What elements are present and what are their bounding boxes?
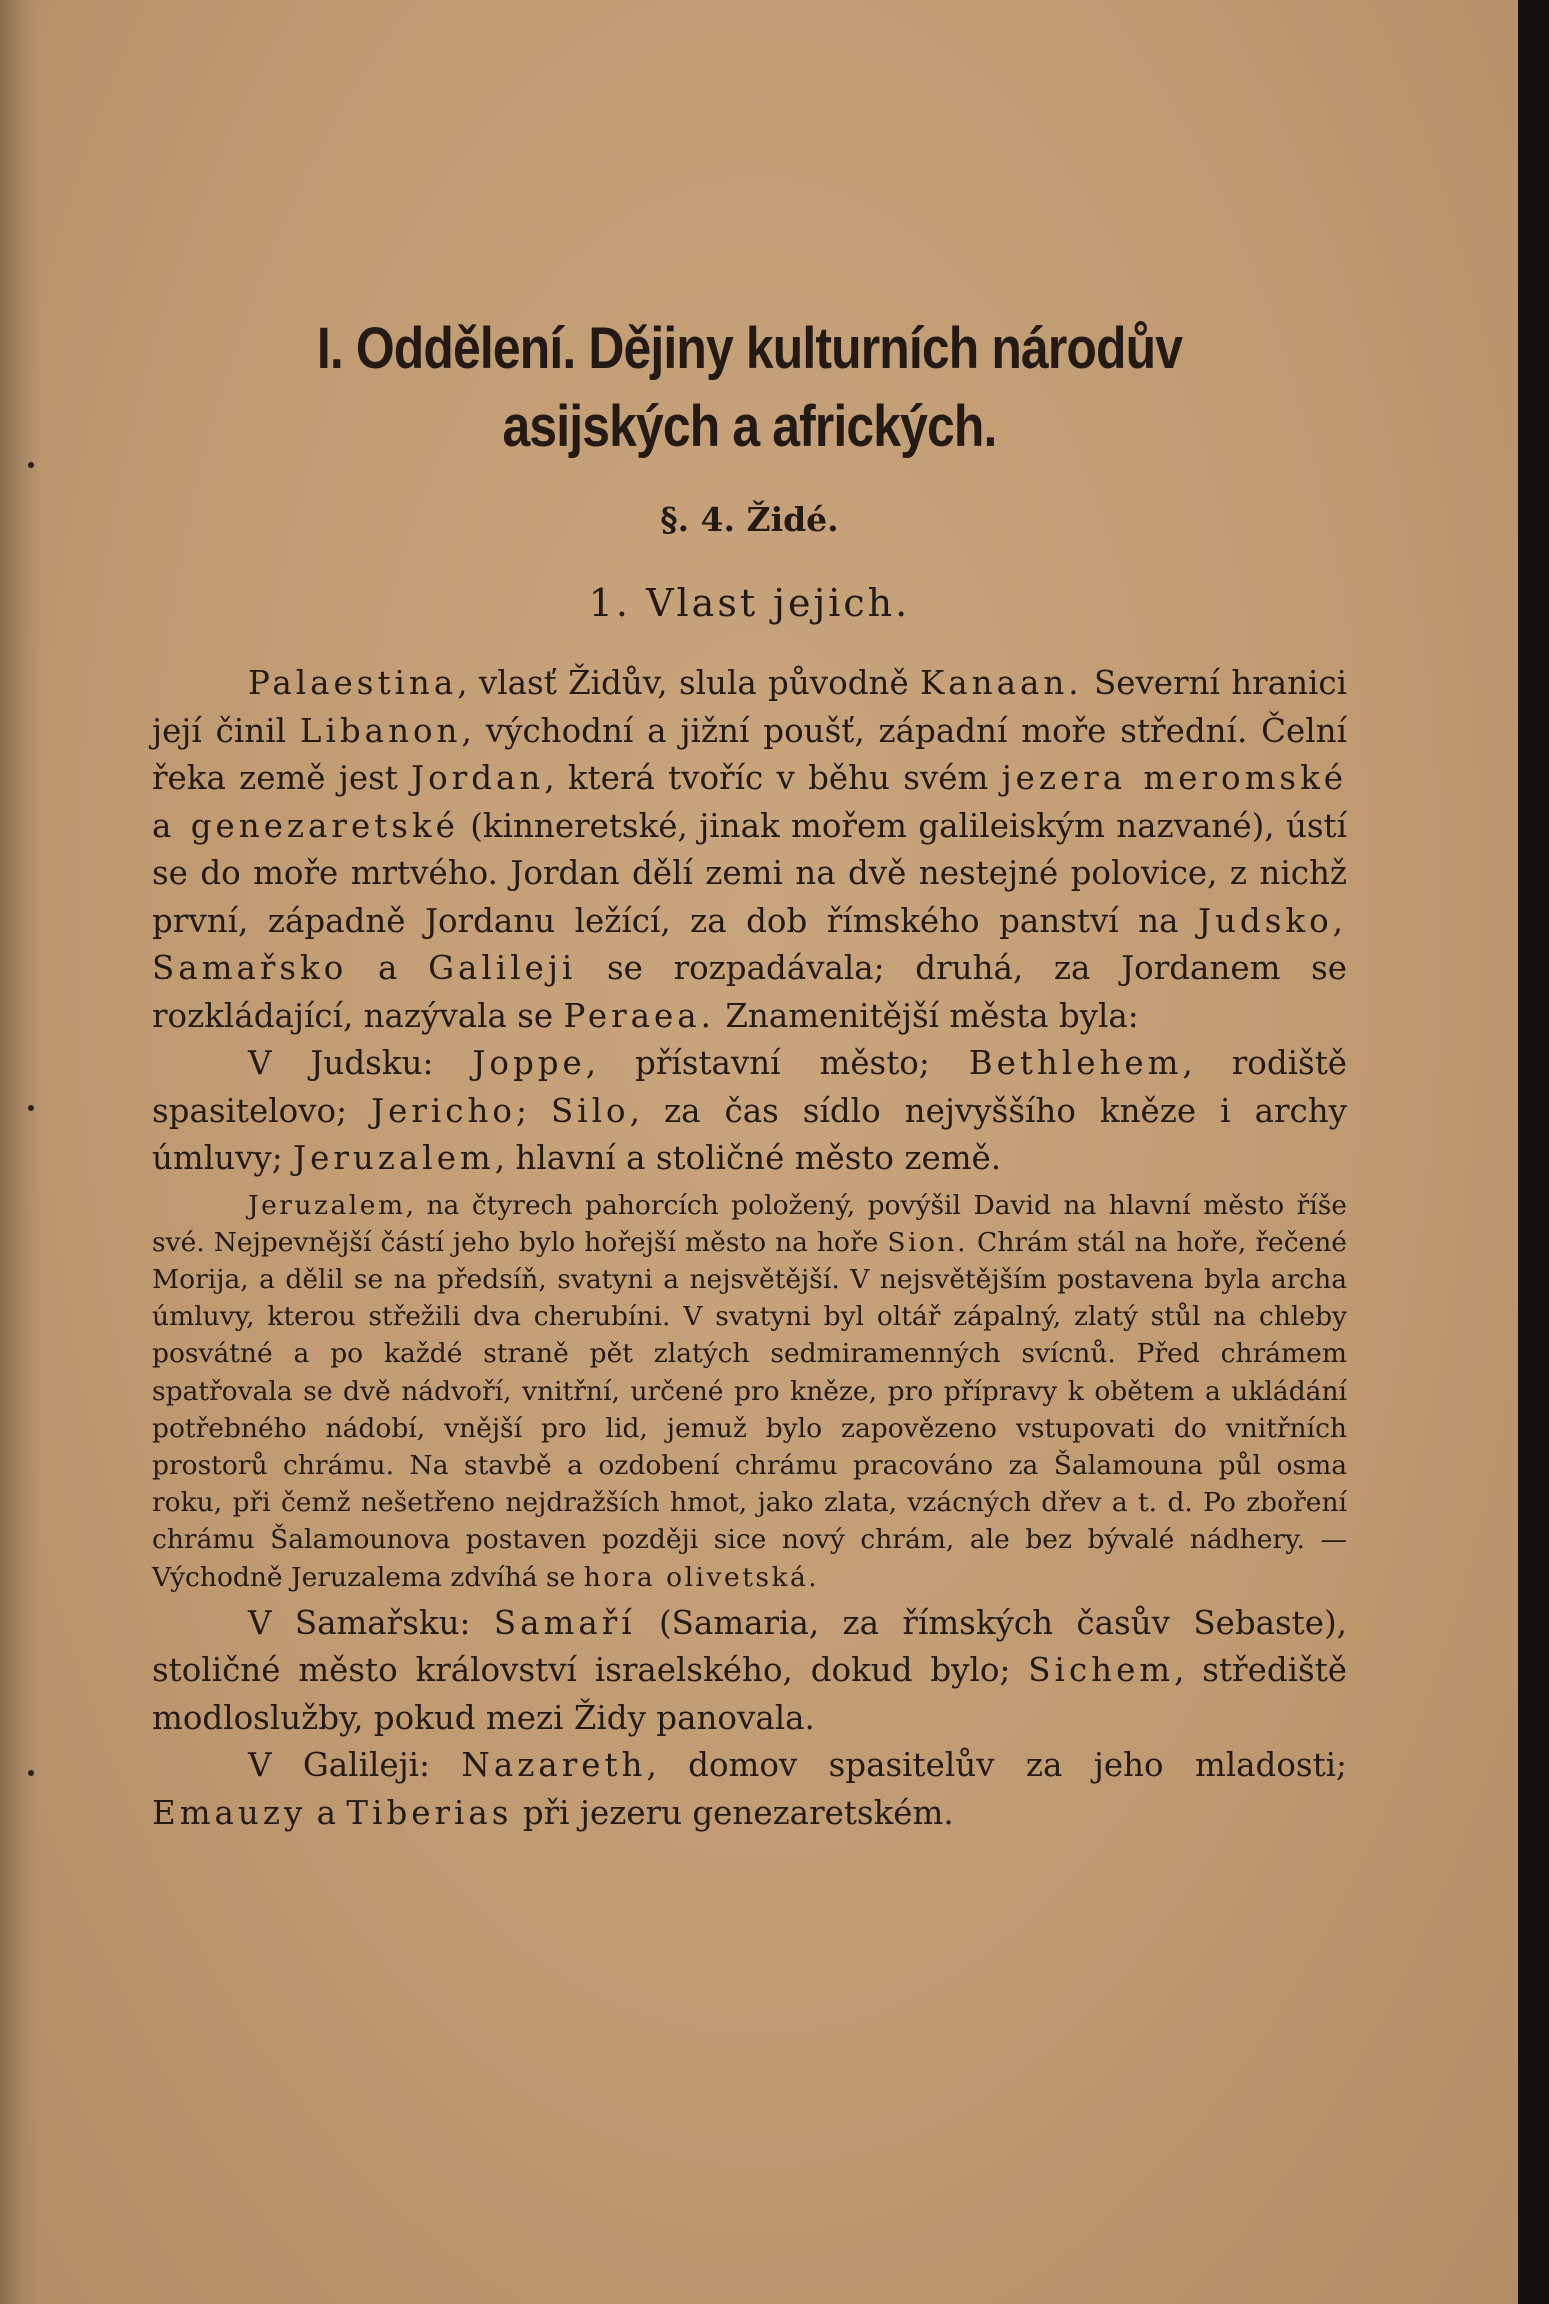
chapter-heading	[236, 310, 1264, 466]
text-run: a	[306, 1793, 347, 1832]
scan-background	[1518, 0, 1549, 2304]
text-run: Severní hranici její činil	[152, 664, 1347, 750]
text-run: , přístavní město;	[585, 1044, 969, 1082]
paragraph-jeruzalem	[152, 1187, 1347, 1596]
margin-speck	[28, 462, 34, 468]
text-run: , rodiště spasitelovo;	[152, 1044, 1348, 1130]
text-run: , domov spasitelův za jeho mladosti;	[646, 1746, 1347, 1785]
text-block	[152, 310, 1347, 1837]
text-run: V Judsku:	[248, 1044, 473, 1082]
page-gutter	[0, 0, 42, 2304]
spaced-term: Libanon	[299, 711, 462, 750]
spaced-term: Sion.	[887, 1226, 968, 1258]
text-run: (kinneretské, jinak mořem galileiským nazvané), ústí se do moře mrtvého. Jordan dělí zemi na dvě nestejné polovice, z nichž první, západně Jordanu ležící, za dob římského panství na	[152, 806, 1348, 940]
text-run: (Samaria, za římských časův Sebaste), stoličné město království israelského, dokud bylo;	[152, 1603, 1347, 1690]
text-run: , střediště modloslužby, pokud mezi Židy panovala.	[152, 1651, 1347, 1737]
spaced-term: Samaří	[493, 1603, 636, 1642]
text-run: , která tvoříc v běhu svém	[544, 759, 1002, 797]
margin-speck	[28, 1105, 34, 1111]
spaced-term: Jericho	[371, 1091, 517, 1130]
spaced-term: hora olivetská.	[583, 1561, 820, 1593]
text-run: ;	[516, 1091, 551, 1130]
text-run: V Samařsku:	[248, 1603, 494, 1642]
text-run: se rozpadávala; druhá, za Jordanem se rozkládající, nazývala se	[152, 949, 1347, 1035]
spaced-term: Emauzy	[152, 1793, 307, 1832]
section-title: §. 4. Židé.	[660, 500, 839, 539]
paragraph-samarsko	[152, 1600, 1347, 1743]
text-run: Chrám stál na hoře, řečené Morija, a dělil se na předsíň, svatyni a nejsvětější. V nejsvětějším postavena byla archa úmluvy, kterou střežili dva cherubíni. V svatyni byl oltář zápalný, zlatý stůl na chleby posvátné a po každé straně pět zlatých sedmiramenných svícnů. Před chrámem spatřovala se dvě nádvoří, vnitřní, určené pro kněze, pro přípravy k obětem a ukládání potřebného nádobí, vnější pro lid, jemuž bylo zapovězeno vstupovati do vnitřních prostorů chrámu. Na stavbě a ozdobení chrámu pracováno za Šalamouna půl osma roku, při čemž nešetřeno nejdražších hmot, jako zlata, vzácných dřev a t. d. Po zboření chrámu Šalamounova postaven později sice nový chrám, ale bez bývalé nádhery. — Východně Jeruzalema zdvíhá se	[152, 1226, 1347, 1593]
spaced-term: Sichem	[1028, 1651, 1175, 1690]
text-run: a	[347, 949, 429, 987]
text-run: , východní a jižní poušť, západní moře střední. Čelní řeka země jest	[152, 711, 1347, 797]
paragraph-palaestina	[152, 660, 1347, 1040]
spaced-term: Jeruzalem	[293, 1139, 495, 1177]
spaced-term: Kanaan.	[920, 664, 1083, 702]
text-run: , vlasť Židův, slula původně	[457, 664, 921, 702]
text-run: , hlavní a stoličné město země.	[494, 1139, 1002, 1177]
subsection-title: 1. Vlast jejich.	[588, 581, 911, 625]
text-run: V Galileji:	[248, 1746, 462, 1785]
spaced-term: Joppe	[472, 1044, 586, 1082]
text-run: , za čas sídlo nejvyššího kněze i archy úmluvy;	[152, 1091, 1348, 1177]
text-run: , na čtyrech pahorcích položený, povýšil David na hlavní město říše své. Nejpevnější částí jeho bylo hořejší město na hoře	[152, 1189, 1347, 1258]
spaced-term: Silo	[551, 1091, 630, 1130]
spaced-term: Palaestina	[248, 664, 458, 702]
text-run: při jezeru genezaretském.	[512, 1793, 954, 1832]
spaced-term: Jeruzalem	[248, 1189, 406, 1221]
paragraph-judsko	[152, 1040, 1347, 1183]
spaced-term: Judsko, Samařsko	[152, 901, 1347, 987]
spaced-term: Galileji	[428, 949, 577, 987]
spaced-term: Jordan	[411, 759, 545, 797]
chapter-heading-line1: I. Oddělení. Dějiny kulturních národův	[316, 316, 1183, 381]
spaced-term: Tiberias	[346, 1793, 513, 1832]
spaced-term: Peraea.	[563, 996, 715, 1035]
spaced-term: Nazareth	[461, 1746, 647, 1785]
text-run: Znamenitější města byla:	[714, 996, 1139, 1035]
margin-speck	[28, 1770, 34, 1776]
spaced-term: jezera meromské a genezaretské	[152, 759, 1347, 845]
chapter-heading-line2: asijských a afrických.	[502, 394, 997, 459]
paragraph-galilej	[152, 1742, 1347, 1837]
spaced-term: Bethlehem	[968, 1044, 1183, 1082]
